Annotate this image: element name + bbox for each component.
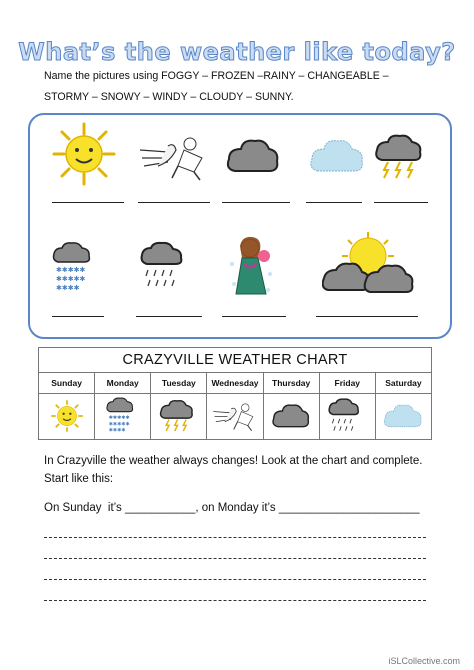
svg-text:✱✱✱✱✱: ✱✱✱✱✱ (108, 421, 130, 428)
instruction-line-2: STORMY – SNOWY – WINDY – CLOUDY – SUNNY. (44, 91, 294, 103)
chart-icons-row (38, 393, 432, 440)
cloud-icon (225, 135, 281, 182)
svg-text:✱✱✱✱: ✱✱✱✱ (108, 427, 126, 434)
frozen-girl-icon (228, 234, 274, 305)
snow-icon (95, 393, 151, 439)
answer-blank[interactable] (222, 316, 286, 317)
sun-icon (52, 122, 116, 191)
day-label: Thursday (264, 373, 320, 393)
wind-icon (138, 132, 210, 187)
page-title: What’s the weather like today? (18, 38, 456, 66)
day-label: Monday (95, 373, 151, 393)
svg-text:✱✱✱✱: ✱✱✱✱ (56, 284, 80, 292)
instructions (44, 66, 444, 108)
wind-icon (207, 393, 263, 439)
instruction-line-1: Name the pictures using FOGGY – FROZEN –RAINY – CHANGEABLE – (44, 70, 389, 82)
day-label: Wednesday (207, 373, 263, 393)
rain-icon (320, 393, 376, 439)
writing-line[interactable] (44, 579, 426, 580)
answer-blank[interactable] (374, 202, 428, 203)
exercise-paragraph: In Crazyville the weather always changes! Look at the chart and complete. Start like this: (44, 455, 423, 485)
day-label: Friday (320, 373, 376, 393)
cloud-icon (264, 393, 320, 439)
answer-blank[interactable] (52, 202, 124, 203)
writing-line[interactable] (44, 558, 426, 559)
answer-blank[interactable] (222, 202, 290, 203)
fog-icon (308, 135, 366, 182)
fog-icon (376, 393, 431, 439)
svg-text:✱✱✱✱✱: ✱✱✱✱✱ (56, 266, 86, 274)
start-sentence: On Sunday it’s ___________, on Monday it’s ______________________ (44, 502, 420, 514)
days-row (38, 372, 432, 394)
day-label: Saturday (385, 378, 422, 388)
changeable-icon (322, 232, 414, 301)
writing-line[interactable] (44, 537, 426, 538)
chart-title: CRAZYVILLE WEATHER CHART (38, 347, 432, 373)
svg-text:✱✱✱✱✱: ✱✱✱✱✱ (108, 414, 130, 421)
answer-blank[interactable] (316, 316, 418, 317)
writing-line[interactable] (44, 600, 426, 601)
storm-icon (374, 132, 430, 187)
snow-icon (52, 240, 100, 301)
day-label: Sunday (39, 373, 95, 393)
day-label: Tuesday (151, 373, 207, 393)
rain-icon (140, 240, 192, 297)
answer-blank[interactable] (306, 202, 362, 203)
answer-blank[interactable] (136, 316, 202, 317)
answer-blank[interactable] (138, 202, 210, 203)
sun-icon (39, 393, 95, 439)
svg-text:✱✱✱✱✱: ✱✱✱✱✱ (56, 275, 86, 283)
answer-blank[interactable] (52, 316, 104, 317)
storm-icon (151, 393, 207, 439)
footer-watermark: iSLCollective.com (388, 656, 460, 666)
